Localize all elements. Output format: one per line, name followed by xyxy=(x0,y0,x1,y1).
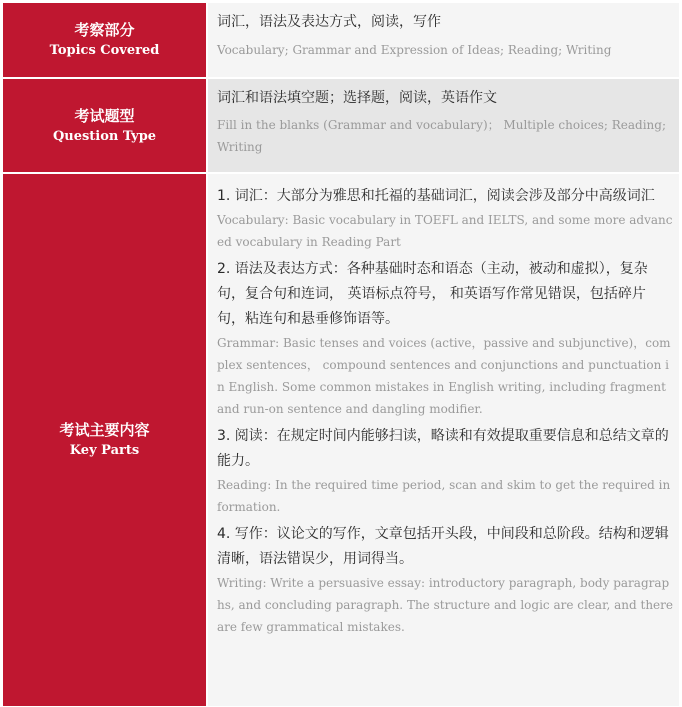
table-row-topics xyxy=(3,3,679,79)
row-header-topics xyxy=(3,3,206,77)
item-en: Grammar: Basic tenses and voices (active，passive and subjunctive)，complex sentences， compound sentences and conjunctions and punctuation in English. Some common mistakes in English writing, including fragment and run-on sentence and dangling modifier. xyxy=(217,336,671,416)
row-header-zh: 考察部分 xyxy=(74,21,135,39)
list-item xyxy=(217,424,673,518)
item-en: Vocabulary: Basic vocabulary in TOEFL and IELTS, and some more advanced vocabulary in Reading Part xyxy=(217,213,673,249)
row-header-question-type xyxy=(3,79,206,172)
list-item xyxy=(217,257,673,420)
table-row-question-type xyxy=(3,79,679,174)
list-item xyxy=(217,184,673,253)
content-en: Vocabulary; Grammar and Expression of Ideas; Reading; Writing xyxy=(217,43,612,57)
info-table xyxy=(3,3,679,706)
list-item xyxy=(217,522,673,638)
row-header-en: Key Parts xyxy=(69,443,140,458)
item-zh: 3. 阅读：在规定时间内能够扫读，略读和有效提取重要信息和总结文章的能力。 xyxy=(217,428,669,469)
item-zh: 1. 词汇：大部分为雅思和托福的基础词汇，阅读会涉及部分中高级词汇 xyxy=(217,188,655,204)
content-zh: 词汇，语法及表达方式，阅读，写作 xyxy=(217,14,441,30)
row-content-topics xyxy=(206,3,679,77)
table-row-key-parts xyxy=(3,174,679,706)
row-header-en: Question Type xyxy=(52,128,157,144)
row-content-key-parts xyxy=(206,174,679,706)
row-header-zh: 考试主要内容 xyxy=(59,421,150,439)
content-zh: 词汇和语法填空题；选择题，阅读，英语作文 xyxy=(217,90,497,106)
item-en: Reading: In the required time period, scan and skim to get the required information. xyxy=(217,478,671,514)
row-header-key-parts xyxy=(3,174,206,706)
content-en: Fill in the blanks (Grammar and vocabulary)； Multiple choices; Reading; Writing xyxy=(217,118,667,154)
item-zh: 2. 语法及表达方式：各种基础时态和语态（主动，被动和虚拟），复杂句，复合句和连词， 英语标点符号， 和英语写作常见错误，包括碎片句，粘连句和悬垂修饰语等。 xyxy=(217,261,648,327)
row-content-question-type xyxy=(206,79,679,172)
row-header-en: Topics Covered xyxy=(49,43,160,58)
row-header-zh: 考试题型 xyxy=(74,106,135,125)
item-zh: 4. 写作：议论文的写作，文章包括开头段，中间段和总阶段。结构和逻辑清晰，语法错误少，用词得当。 xyxy=(217,526,669,567)
item-en: Writing: Write a persuasive essay: introductory paragraph, body paragraphs, and concluding paragraph. The structure and logic are clear, and there are few grammatical mistakes. xyxy=(217,576,673,634)
